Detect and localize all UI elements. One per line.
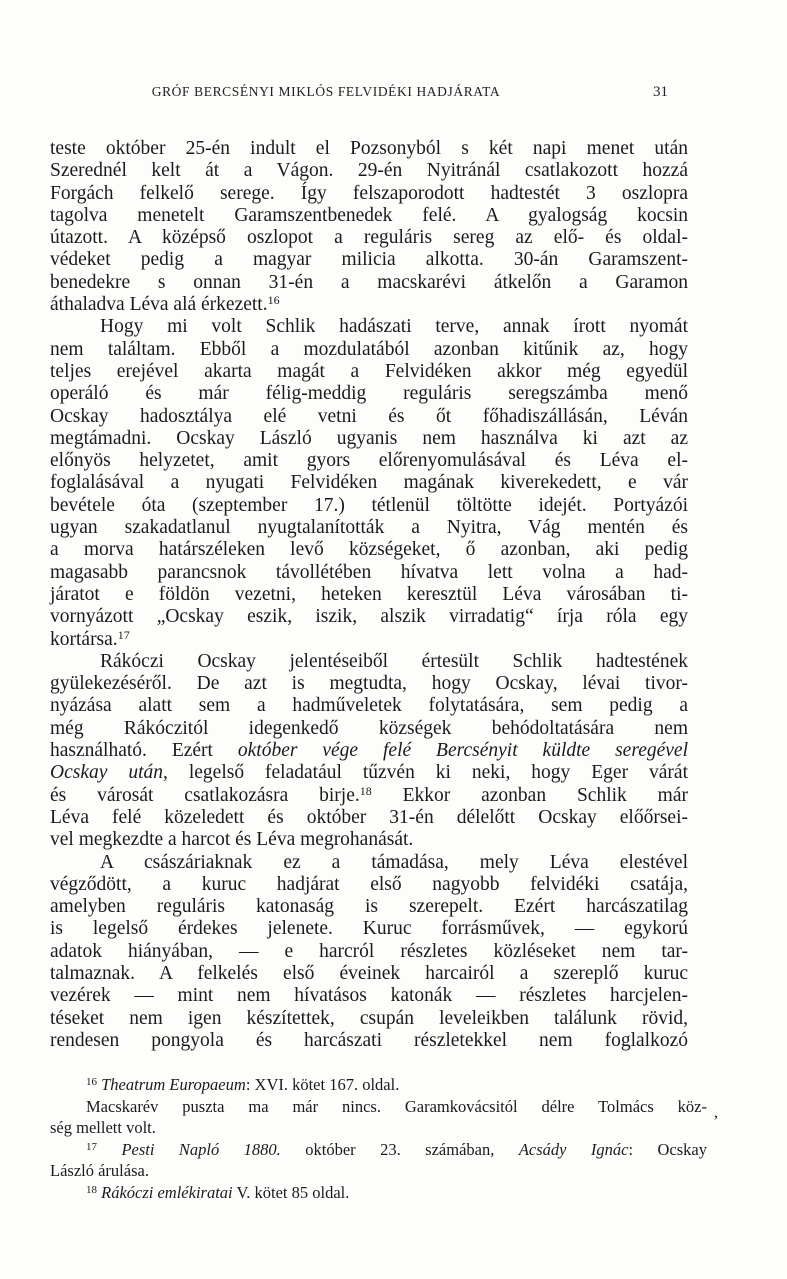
footnote-marker: 18 — [359, 783, 372, 798]
footnote-marker: 16 — [86, 1076, 97, 1088]
text-segment: ség mellett volt. — [50, 1118, 156, 1137]
text-segment: Léva felé közeledett és október 31-én délelőtt Ocskay előőrsei- — [50, 806, 688, 828]
footnote-marker: 16 — [267, 293, 280, 308]
text-line — [50, 651, 688, 673]
page-title: GRÓF BERCSÉNYI MIKLÓS FELVIDÉKI HADJÁRATA — [151, 84, 501, 99]
text-segment: előnyös helyzetet, amit gyors előrenyomulásával és Léva el- — [50, 450, 688, 472]
footnote — [50, 1139, 707, 1182]
text-segment: használható. Ezért — [50, 740, 238, 762]
text-segment: megtámadni. Ocskay László ugyanis nem használva ki azt az — [50, 427, 688, 449]
text-segment: Theatrum Europaeum — [101, 1075, 246, 1094]
text-line — [50, 762, 688, 784]
text-segment: útazott. A középső oszlopot a reguláris sereg az elő- és oldal- — [50, 227, 688, 249]
footnote-line — [50, 1096, 707, 1118]
text-line — [50, 740, 688, 762]
text-segment: Macskarév puszta ma már nincs. Garamkovácsitól délre Tolmács köz- — [86, 1096, 707, 1116]
text-segment: talmaznak. A felkelés első éveinek harcairól a szereplő kuruc — [50, 962, 688, 984]
text-segment: : Ocskay — [628, 1139, 708, 1159]
paragraph — [50, 852, 688, 1053]
text-line — [50, 896, 688, 918]
text-line — [50, 785, 688, 807]
text-segment: ugyan szakadatlanul nyugtalanították a Nyitra, Vág mentén és — [50, 517, 688, 539]
text-segment: benedekre s onnan 31-én a macskarévi átkelőn a Garamon — [50, 271, 688, 293]
footnote — [50, 1182, 707, 1204]
text-line — [50, 472, 688, 494]
text-line — [50, 629, 688, 651]
footnote-marker: 18 — [86, 1183, 97, 1196]
text-line — [50, 829, 688, 851]
text-segment: október 23. számában, — [280, 1139, 519, 1159]
body-text — [50, 138, 688, 1052]
text-segment: október vége felé Bercsényit küldte seregével — [237, 740, 688, 762]
text-line — [50, 606, 688, 628]
text-line — [50, 539, 688, 561]
text-line — [50, 316, 688, 338]
paragraph — [50, 138, 688, 316]
text-segment: kortársa. — [50, 628, 118, 650]
text-segment: : XVI. kötet 167. oldal. — [245, 1075, 400, 1094]
running-header — [0, 84, 787, 104]
text-line — [50, 918, 688, 940]
text-line — [50, 584, 688, 606]
text-line — [50, 205, 688, 227]
text-segment: operáló és már félig-meddig reguláris seregszámba menő — [50, 383, 688, 405]
text-line — [50, 1008, 688, 1030]
footnotes — [50, 1074, 718, 1203]
text-line — [50, 673, 688, 695]
text-line — [50, 874, 688, 896]
footnote-line — [50, 1139, 707, 1161]
text-segment: még Rákóczitól idegenkedő községek behódoltatására nem — [50, 717, 688, 739]
footnote-line — [50, 1160, 707, 1182]
text-line — [50, 450, 688, 472]
text-line — [50, 249, 688, 271]
text-line — [50, 562, 688, 584]
text-line — [50, 985, 688, 1007]
footnote-line — [50, 1074, 707, 1096]
text-segment: járatot e földön vezetni, heteken keresztül Léva városában ti- — [50, 583, 688, 605]
text-line — [50, 406, 688, 428]
text-segment — [97, 1140, 121, 1159]
text-segment: vornyázott „Ocskay eszik, iszik, alszik virradatig“ írja róla egy — [50, 606, 688, 628]
text-line — [50, 1030, 688, 1052]
text-segment: nem találtam. Ebből a mozdulatából azonban kitűnik az, hogy — [50, 338, 688, 360]
print-artifact-comma: , — [714, 1104, 718, 1121]
text-segment: Acsády Ignác — [518, 1139, 629, 1159]
text-line — [50, 517, 688, 539]
text-segment: Szerednél kelt át a Vágon. 29-én Nyitránál csatlakozott hozzá — [50, 160, 688, 182]
text-segment: V. kötet 85 oldal. — [232, 1182, 350, 1202]
text-segment: László árulása. — [50, 1161, 149, 1180]
text-segment: vezérek — mint nem hívatásos katonák — részletes harcjelen- — [50, 985, 688, 1007]
text-line — [50, 807, 688, 829]
text-line — [50, 294, 688, 316]
text-segment: gyülekezéséről. De azt is megtudta, hogy Ocskay, lévai tivor- — [50, 673, 688, 695]
text-line — [50, 963, 688, 985]
text-line — [50, 852, 688, 874]
text-segment: Ocskay után, — [50, 762, 168, 784]
text-line — [50, 339, 688, 361]
text-segment: bevétele óta (szeptember 17.) tétlenül töltötte idejét. Portyázói — [50, 494, 688, 516]
text-segment: foglalásával a nyugati Felvidéken magának kiverekedett, e vár — [50, 472, 688, 494]
text-segment: Forgách felkelő serege. Így felszaporodott hadtestét 3 oszlopra — [50, 182, 688, 204]
text-segment: Rákóczi emlékiratai — [101, 1182, 233, 1202]
page-number: 31 — [653, 84, 668, 100]
text-segment: Pesti Napló 1880. — [121, 1139, 281, 1159]
paragraph — [50, 651, 688, 852]
text-segment: téseket nem igen készítettek, csupán leveleikben találunk rövid, — [50, 1007, 688, 1029]
text-line — [50, 718, 688, 740]
text-segment: legelső feladatául tűzvén ki neki, hogy Eger várát — [167, 762, 688, 784]
text-line — [50, 941, 688, 963]
text-segment: teljes erejével akarta magát a Felvidéken akkor még egyedül — [50, 360, 688, 382]
text-line — [50, 383, 688, 405]
text-segment: Ekkor azonban Schlik már — [371, 784, 688, 806]
text-line — [50, 495, 688, 517]
text-segment: is legelső érdekes jelenete. Kuruc forrásművek, — egykorú — [50, 918, 688, 940]
text-segment: nyázása alatt sem a hadműveletek folytatására, sem pedig a — [50, 695, 688, 717]
text-segment: rendesen pongyola és harcászati részletekkel nem foglalkozó — [50, 1029, 688, 1051]
footnote-marker: 17 — [117, 627, 130, 642]
text-segment: teste október 25-én indult el Pozsonyból s két napi menet után — [50, 138, 688, 159]
text-segment: áthaladva Léva alá érkezett. — [50, 294, 268, 316]
footnote-marker: 17 — [86, 1140, 97, 1153]
text-segment: Ocskay hadosztálya elé vetni és őt főhadiszállásán, Léván — [50, 405, 688, 427]
footnote-line — [50, 1182, 707, 1204]
paragraph — [50, 316, 688, 650]
text-segment: a morva határszéleken levő községeket, ő azonban, aki pedig — [50, 539, 688, 561]
text-segment: Hogy mi volt Schlik hadászati terve, annak írott nyomát — [100, 316, 688, 338]
text-line — [50, 227, 688, 249]
text-segment: vel megkezdte a harcot és Léva megrohanását. — [50, 829, 414, 851]
text-segment: végződött, a kuruc hadjárat első nagyobb felvidéki csatája, — [50, 873, 688, 895]
text-line — [50, 695, 688, 717]
text-segment: tagolva menetelt Garamszentbenedek felé. A gyalogság kocsin — [50, 204, 688, 226]
footnote-line — [50, 1117, 707, 1139]
text-segment: védeket pedig a magyar milicia alkotta. 30-án Garamszent- — [50, 249, 688, 271]
text-line — [50, 138, 688, 160]
text-line — [50, 361, 688, 383]
text-line — [50, 160, 688, 182]
text-line — [50, 428, 688, 450]
text-segment: és városát csatlakozásra birje. — [50, 784, 360, 806]
text-line — [50, 183, 688, 205]
text-line — [50, 272, 688, 294]
text-segment: magasabb parancsnok távollétében hívatva lett volna a had- — [50, 561, 688, 583]
text-segment: Rákóczi Ocskay jelentéseiből értesült Schlik hadtestének — [100, 650, 688, 672]
text-segment: A császáriaknak ez a támadása, mely Léva elestével — [100, 851, 688, 873]
text-segment: amelyben reguláris katonaság is szerepelt. Ezért harcászatilag — [50, 896, 688, 918]
footnote — [50, 1074, 707, 1139]
text-segment: adatok hiányában, — e harcról részletes közléseket nem tar- — [50, 940, 688, 962]
